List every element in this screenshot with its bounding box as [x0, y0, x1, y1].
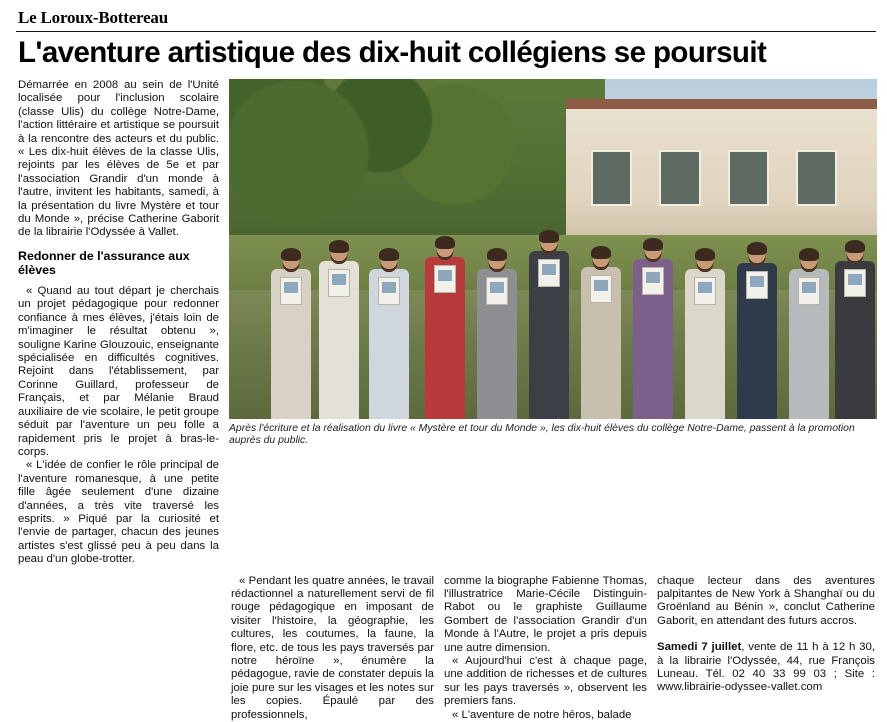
- column4-event: [657, 641, 875, 695]
- section-subheading: Redonner de l'assurance aux élèves: [18, 248, 190, 278]
- photo-building: [566, 99, 877, 245]
- building-window: [591, 150, 632, 206]
- photo-trees: [229, 79, 605, 242]
- upper-section: [14, 79, 877, 567]
- photo-block: [229, 79, 877, 448]
- photo-person: [581, 267, 621, 419]
- left-paragraph-3: « L'idée de confier le rôle principal de l'aventure romanesque, à une petite fille âgée seulement d'une dizaine d'années, a très vite traversé les esprits. » Piqué par la curiosité et l'envie de partager, chacun des jeunes artistes s'est glissé peu à peu dans la peau d'un globe-trotter.: [18, 459, 219, 566]
- photo-person: [835, 261, 875, 419]
- lead-paragraph: Démarrée en 2008 au sein de l'Unité localisée pour l'inclusion scolaire (classe Ulis) du collège Notre-Dame, l'action littéraire et artistique se poursuit à la rencontre des acteurs et du public. « Les dix-huit élèves de la classe Ulis, rejoints par les élèves de 5e et par l'association Grandir d'un monde à l'autre, invitent les habitants, samedi, à la présentation du livre Mystère et tour du Monde », précise Catherine Gaborit de la librairie l'Odyssée à Vallet.: [18, 78, 219, 239]
- body-column-1: [18, 575, 231, 722]
- photo-person: [737, 263, 777, 419]
- event-date-label: Samedi 7 juillet: [657, 641, 742, 654]
- photo-person: [633, 259, 673, 419]
- photo-person: [477, 269, 517, 419]
- photo-person: [271, 269, 311, 419]
- body-column-2: [231, 575, 444, 722]
- column3-paragraph-2: « Aujourd'hui c'est à chaque page, une addition de richesses et de cultures sur les pays traversés », observent les premiers fans.: [444, 655, 647, 708]
- column3-paragraph-3: « L'aventure de notre héros, balade: [452, 708, 632, 721]
- body-column-3: [444, 575, 657, 722]
- photo-person: [369, 269, 409, 419]
- page-title: L'aventure artistique des dix-huit collégiens se poursuit: [18, 36, 767, 69]
- building-window: [728, 150, 769, 206]
- photo-person: [425, 257, 465, 419]
- building-window: [659, 150, 700, 206]
- left-paragraph-2: « Quand au tout départ je cherchais un projet pédagogique pour redonner confiance à mes élèves, j'étais loin de m'imaginer le résultat obtenu », souligne Karine Glouzouic, enseignante spécialisée en difficultés cognitives. Rejoint dans l'établissement, par Corinne Guillard, professeur de Français, et par Mélanie Braud auxiliaire de vie scolaire, le petit groupe séduit par l'aventure un peu folle a rapidement pris le projet à bras-le-corps.: [18, 285, 219, 458]
- building-window: [796, 150, 837, 206]
- photo-person: [685, 269, 725, 419]
- photo-person: [789, 269, 829, 419]
- lower-columns: [14, 575, 877, 722]
- column4-paragraph-1: chaque lecteur dans des aventures palpitantes de New York à Shanghaï ou du Groënland au Bénin », conclut Catherine Gaborit, en attendant des futurs accros.: [657, 574, 875, 627]
- header-divider: [16, 31, 876, 32]
- column2-paragraph-1: « Pendant les quatre années, le travail rédactionnel a naturellement servi de fil rouge pédagogique en imposant de visiter l'histoire, la géographie, les cultures, les coutumes, la faune, la flore, etc. de tous les pays traversés par notre héroïne », énumère la pédagogue, ravie de constater depuis la joie pure sur les visages et les notes sur les copies. Épaulé par des professionnels,: [231, 574, 434, 721]
- column3-paragraph-1: comme la biographe Fabienne Thomas, l'illustratrice Marie-Cécile Distinguin-Rabot ou le graphiste Guillaume Gombert de l'association Grandir d'un Monde à l'Autre, le projet a pris depuis une autre dimension.: [444, 574, 647, 654]
- event-details: , vente de 11 h à 12 h 30, à la librairie l'Odyssée, 44, rue François Luneau. Tél. 02 40 33 99 03 ; Site : www.librairie-odyssee-vallet.com: [657, 641, 875, 694]
- left-text-column: [14, 79, 227, 567]
- photo-person: [319, 261, 359, 419]
- photo-person: [529, 251, 569, 419]
- article-kicker: Le Loroux-Bottereau: [18, 8, 168, 27]
- article-photo: [229, 79, 877, 419]
- body-column-4: [657, 575, 875, 722]
- photo-caption: Après l'écriture et la réalisation du livre « Mystère et tour du Monde », les dix-huit élèves du collège Notre-Dame, passent à la promotion auprès du public.: [229, 422, 855, 447]
